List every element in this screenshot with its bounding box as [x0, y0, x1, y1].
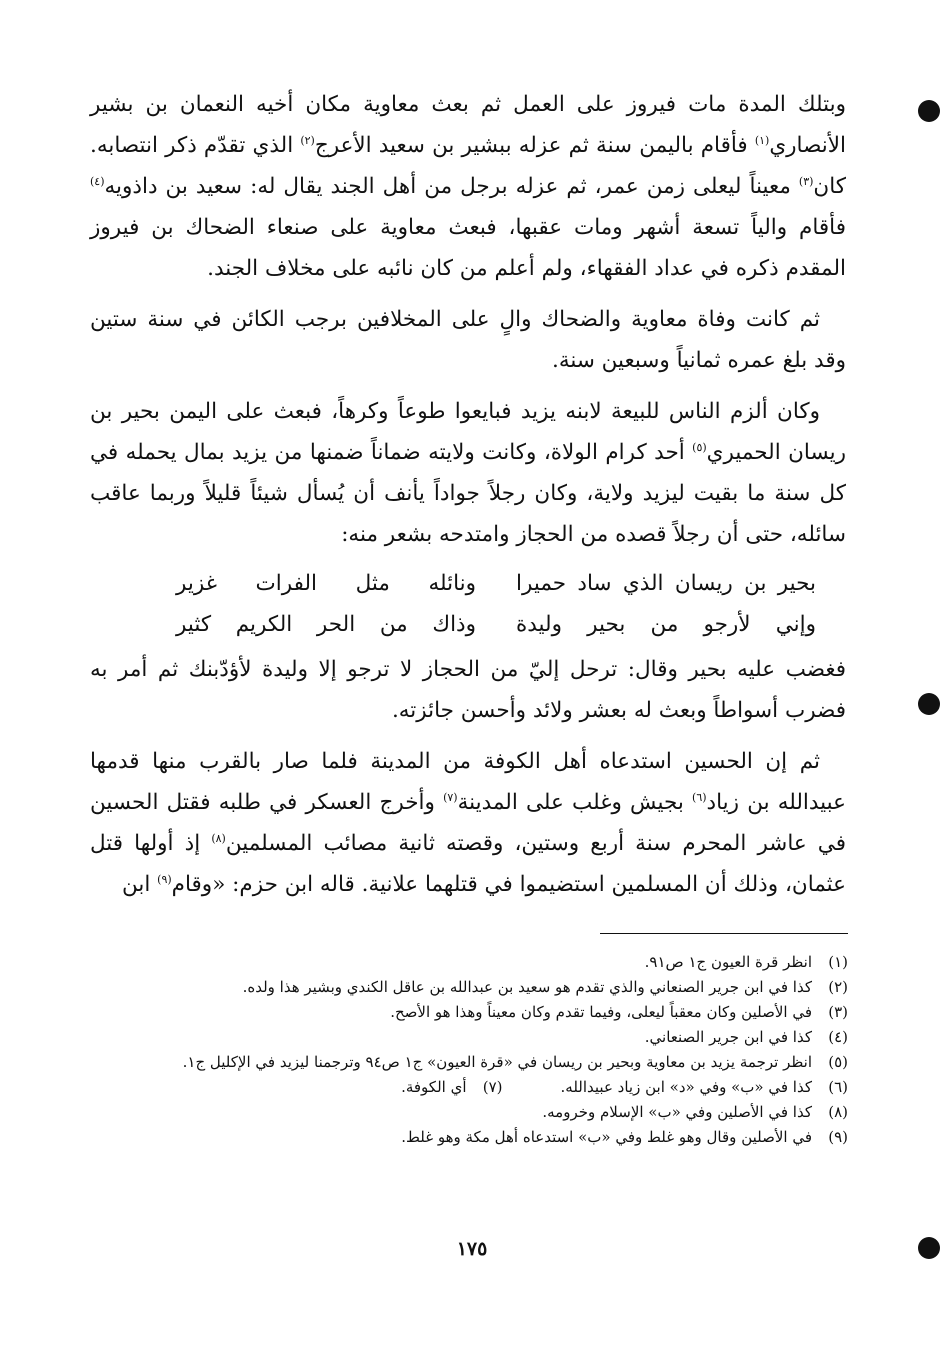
footnote-text: كذا في «ب» وفي «د» ابن زياد عبيدالله. [560, 1078, 812, 1096]
footnote-item [90, 1050, 848, 1075]
footnote-text: انظر ترجمة يزيد بن معاوية وبحير بن ريسان في «قرة العيون» ج١ ص٩٤ وترجمنا ليزيد في الإكليل ج١. [182, 1053, 812, 1071]
footnote-number: (٦) [828, 1078, 848, 1096]
text-run: معيناً ليعلى زمن عمر، ثم عزله برجل من أهل الجند يقال له: سعيد بن داذويه [104, 174, 791, 199]
text-run: وبتلك المدة مات فيروز على العمل ثم بعث معاوية مكان أخيه النعمان بن بشير الأنصاري [90, 92, 846, 158]
footnote-number: (٤) [828, 1028, 848, 1046]
text-run: ابن [121, 872, 151, 897]
text-run: أحد كرام الولاة، وكانت ولايته ضماناً ضمنها من يزيد بمال يحمله في كل سنة ما بقيت ليزيد ولاية، وكان رجلاً جواداً يأنف أن يُسأل شيئاً قليلاً وربما عاقب سائله، حتى أن رجلاً قصده من الحجاز وامتدحه بشعر منه: [90, 440, 846, 547]
text-run: الذي تقدّم ذكر انتصابه. كان [90, 133, 846, 199]
footnote-item [90, 975, 848, 1000]
footnote-item [90, 1025, 848, 1050]
verse-first-hemistich: بحير بن ريسان الذي ساد حميرا [516, 571, 816, 596]
text-run: ثم إن الحسين استدعاه أهل الكوفة من المدينة فلما صار بالقرب منها قدمها عبيدالله بن زياد [90, 749, 846, 815]
verse-second-hemistich: وذاك من الحر الكريم كثير [176, 612, 476, 637]
footnote-number: (٧) [482, 1078, 503, 1096]
footnote-number: (٥) [828, 1053, 848, 1071]
main-text [90, 84, 846, 915]
poem-verse [90, 604, 846, 645]
footnote-marker[interactable]: (٨) [211, 831, 226, 845]
footnote-text: كذا في ابن جرير الصنعاني. [644, 1028, 812, 1046]
footnote-number: (٨) [828, 1103, 848, 1121]
footnote-marker[interactable]: (٣) [798, 174, 814, 188]
footnote-marker[interactable]: (٥) [692, 440, 707, 454]
footnote-item [561, 1075, 848, 1100]
footnote-marker[interactable]: (٤) [90, 174, 105, 188]
poem-verse [90, 563, 846, 604]
footnote-item-pair [90, 1075, 848, 1100]
text-run: إذ أولها قتل عثمان، وذلك أن المسلمين استضيموا في قتلهما علانية. قاله ابن حزم: «وقام [90, 831, 846, 897]
text-run: وأخرج العسكر في طلبه فقتل الحسين في عاشر المحرم سنة أربع وستين، وقصته ثانية مصائب المسلمين [90, 790, 847, 856]
footnote-number: (٣) [828, 1003, 848, 1021]
footnote-text: في الأصلين وقال وهو غلط وفي «ب» استدعاه أهل مكة وهو غلط. [401, 1128, 812, 1146]
text-run: وكان ألزم الناس للبيعة لابنه يزيد فبايعوا طوعاً وكرهاً، فبعث على اليمن بحير بن ريسان الحميري [90, 399, 846, 465]
footnote-item [90, 1000, 848, 1025]
footnote-item [90, 950, 848, 975]
poem [90, 563, 846, 645]
footnote-separator [600, 933, 848, 934]
paragraph-3 [90, 391, 846, 555]
footnote-text: كذا في الأصلين وفي «ب» الإسلام وخرومه. [542, 1103, 812, 1121]
verse-second-hemistich: ونائله مثل الفرات غزير [176, 571, 476, 596]
page-number: ١٧٥ [456, 1238, 488, 1260]
footnote-text: انظر قرة العيون ج١ ص٩١. [644, 953, 812, 971]
binding-hole-dot [918, 693, 940, 715]
footnote-marker[interactable]: (٢) [300, 133, 315, 147]
paragraph-1 [90, 84, 846, 289]
footnote-number: (١) [828, 953, 848, 971]
paragraph-5 [90, 741, 846, 905]
footnote-item [90, 1100, 848, 1125]
footnote-text: أي الكوفة. [401, 1078, 467, 1096]
footnote-marker[interactable]: (٧) [443, 790, 458, 804]
footnote-marker[interactable]: (٩) [157, 872, 172, 886]
binding-hole-dot [918, 100, 940, 122]
footnotes [90, 950, 848, 1150]
footnote-number: (٩) [828, 1128, 848, 1146]
text-run: فغضب عليه بحير وقال: ترحل إليّ من الحجاز لا ترجو إلا وليدة لأؤدّبنك ثم أمر به فضرب أسواطاً وبعث له بعشر ولائد وأحسن جائزته. [90, 657, 846, 723]
footnote-text: في الأصلين وكان معقباً ليعلى، وفيما تقدم وكان معيناً وهذا هو الأصح. [390, 1003, 812, 1021]
footnote-marker[interactable]: (٦) [692, 790, 707, 804]
verse-first-hemistich: وإني لأرجو من بحير وليدة [516, 612, 816, 637]
footnote-number: (٢) [828, 978, 848, 996]
paragraph-4 [90, 649, 846, 731]
paragraph-2 [90, 299, 846, 381]
footnote-item [90, 1125, 848, 1150]
footnote-item [401, 1075, 502, 1100]
text-run: ثم كانت وفاة معاوية والضحاك والٍ على المخلافين برجب الكائن في سنة ستين وقد بلغ عمره ثمانياً وسبعين سنة. [90, 307, 846, 373]
text-run: بجيش وغلب على المدينة [457, 790, 684, 815]
text-run: فأقام باليمن سنة ثم عزله ببشير بن سعيد الأعرج [314, 133, 748, 158]
footnote-marker[interactable]: (١) [754, 133, 770, 147]
text-run: فأقام والياً تسعة أشهر ومات عقبها، فبعث معاوية على صنعاء الضحاك بن فيروز المقدم ذكره في عداد الفقهاء، ولم أعلم من كان نائبه على مخلاف الجند. [90, 215, 846, 281]
footnote-text: كذا في ابن جرير الصنعاني والذي تقدم هو سعيد بن عبدالله بن عاقل الكندي وبشير هذا ولده. [242, 978, 812, 996]
